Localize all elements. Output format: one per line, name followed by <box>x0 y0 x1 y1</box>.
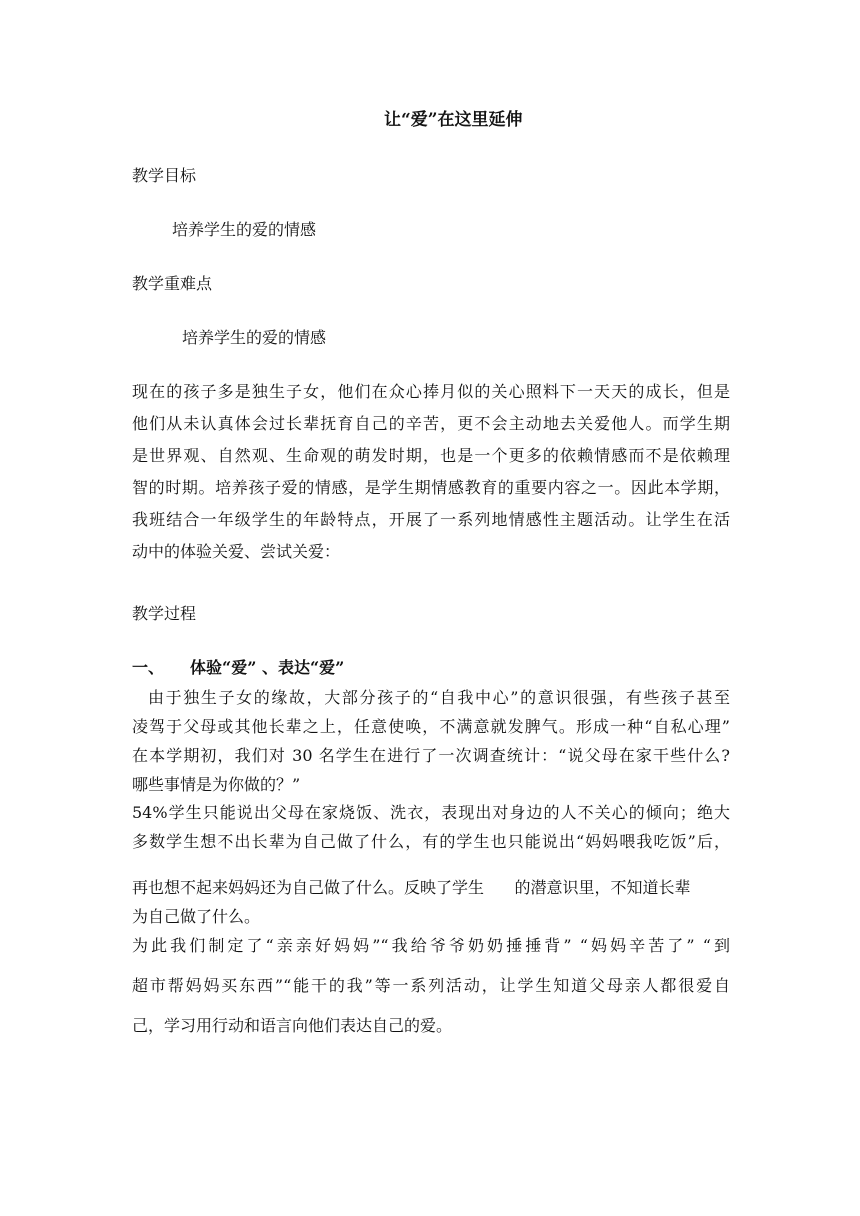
goal-text: 培养学生的爱的情感 <box>172 220 317 239</box>
paragraph-line: 凌驾于父母或其他长辈之上，任意使唤，不满意就发脾气。形成一种“自私心理” <box>132 717 730 736</box>
intro-line: 动中的体验关爱、尝试关爱： <box>132 542 341 561</box>
paragraph-line: 为此我们制定了“亲亲好妈妈”“我给爷爷奶奶捶捶背” “妈妈辛苦了” “到 <box>132 936 730 955</box>
paragraph-line: 己，学习用行动和语言向他们表达自己的爱。 <box>132 1016 453 1035</box>
paragraph-line: 为自己做了什么。 <box>132 907 261 926</box>
intro-line: 他们从未认真体会过长辈抚育自己的辛苦，更不会主动地去关爱他人。而学生期 <box>132 414 730 433</box>
part-one-number: 一、 <box>132 658 165 677</box>
paragraph-line: 再也想不起来妈妈还为自己做了什么。反映了学生 的潜意识里，不知道长辈 <box>132 878 691 897</box>
paragraph-line: 哪些事情是为你做的？” <box>132 775 301 794</box>
goal-heading: 教学目标 <box>132 166 197 185</box>
intro-line: 智的时期。培养孩子爱的情感，是学生期情感教育的重要内容之一。因此本学期， <box>132 478 730 497</box>
intro-line: 我班结合一年级学生的年龄特点，开展了一系列地情感性主题活动。让学生在活 <box>132 510 730 529</box>
key-heading: 教学重难点 <box>132 274 213 293</box>
intro-line: 现在的孩子多是独生子女，他们在众心捧月似的关心照料下一天天的成长，但是 <box>132 382 730 401</box>
key-text: 培养学生的爱的情感 <box>182 328 327 347</box>
document-title: 让“爱”在这里延伸 <box>384 110 523 130</box>
paragraph-line: 在本学期初，我们对 30 名学生在进行了一次调查统计：“说父母在家干些什么? <box>132 746 730 765</box>
part-one-heading: 体验“爱” 、表达“爱” <box>190 658 345 677</box>
paragraph-line: 超市帮妈妈买东西”“能干的我”等一系列活动，让学生知道父母亲人都很爱自 <box>132 976 730 995</box>
process-heading: 教学过程 <box>132 604 197 623</box>
intro-line: 是世界观、自然观、生命观的萌发时期，也是一个更多的依赖情感而不是依赖理 <box>132 446 730 465</box>
paragraph-line: 多数学生想不出长辈为自己做了什么，有的学生也只能说出“妈妈喂我吃饭”后， <box>132 832 730 851</box>
paragraph-line: 54%学生只能说出父母在家烧饭、洗衣，表现出对身边的人不关心的倾向；绝大 <box>132 803 730 822</box>
paragraph-line: 由于独生子女的缘故，大部分孩子的“自我中心”的意识很强，有些孩子甚至 <box>148 688 730 707</box>
